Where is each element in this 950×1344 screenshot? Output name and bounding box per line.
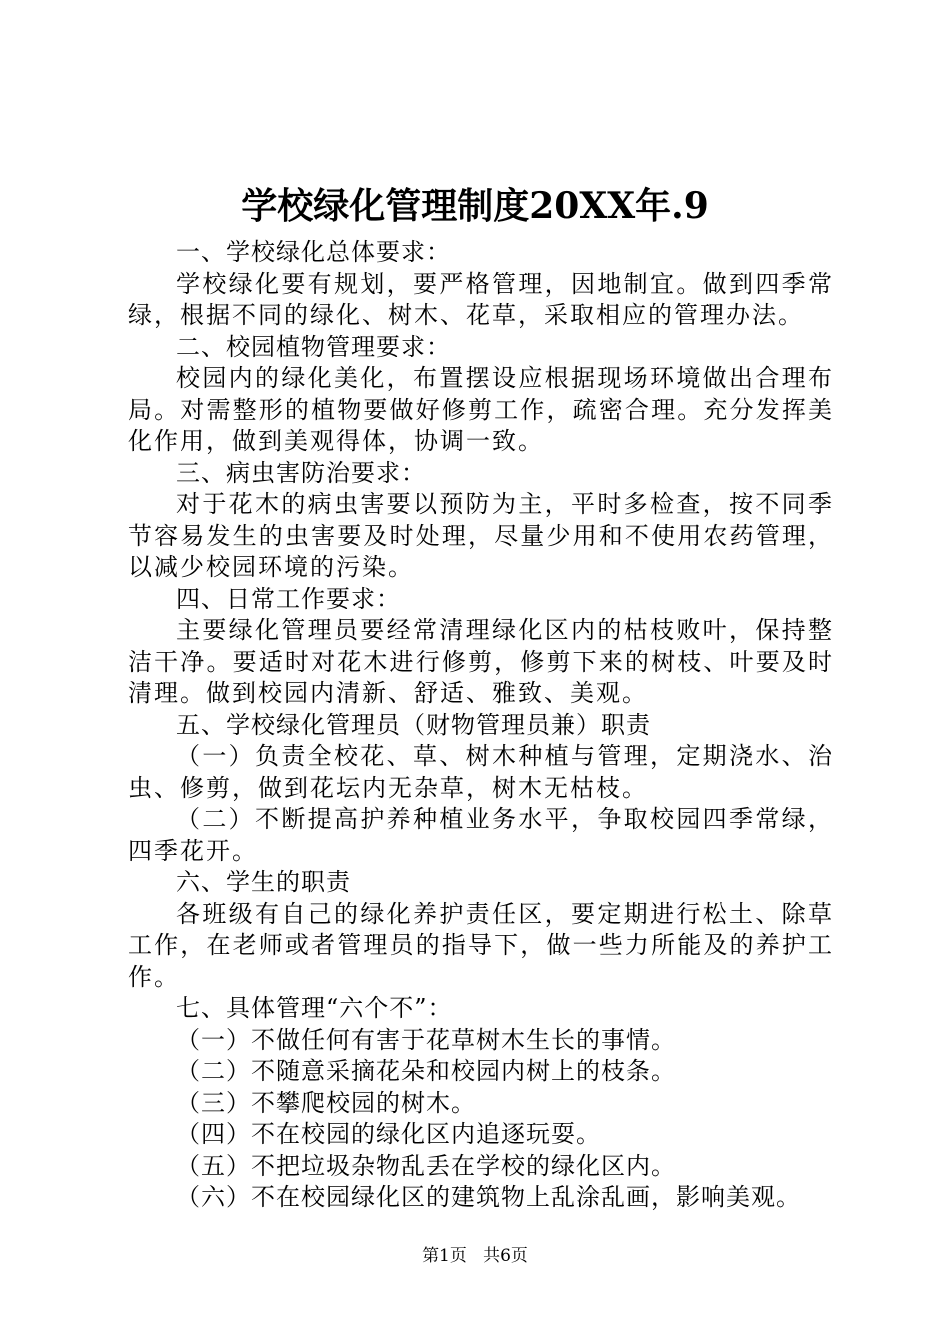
section-heading-1: 一、学校绿化总体要求： [176, 238, 451, 266]
duty-item-1: （一）负责全校花、草、树木种植与管理，定期浇水、治虫、修剪，做到花坛内无杂草，树木无枯枝。 [128, 742, 834, 802]
document-body [128, 237, 834, 1214]
page-spacer [472, 1246, 477, 1266]
section-paragraph-4: 主要绿化管理员要经常清理绿化区内的枯枝败叶，保持整洁干净。要适时对花木进行修剪，修剪下来的树枝、叶要及时清理。做到校园内清新、舒适、雅致、美观。 [128, 616, 834, 707]
section-paragraph-2: 校园内的绿化美化，布置摆设应根据现场环境做出合理布局。对需整形的植物要做好修剪工作，疏密合理。充分发挥美化作用，做到美观得体，协调一致。 [128, 364, 834, 455]
rule-item-4: （四）不在校园的绿化区内追逐玩耍。 [176, 1120, 601, 1148]
section-paragraph-1: 学校绿化要有规划，要严格管理，因地制宜。做到四季常绿，根据不同的绿化、树木、花草，采取相应的管理办法。 [128, 269, 834, 329]
rule-item-6: （六）不在校园绿化区的建筑物上乱涂乱画，影响美观。 [176, 1183, 801, 1211]
section-heading-7: 七、具体管理“六个不”： [176, 994, 453, 1022]
duty-item-2: （二）不断提高护养种植业务水平，争取校园四季常绿，四季花开。 [128, 805, 834, 865]
section-paragraph-6: 各班级有自己的绿化养护责任区，要定期进行松土、除草工作，在老师或者管理员的指导下，做一些力所能及的养护工作。 [128, 899, 834, 991]
section-heading-4: 四、日常工作要求： [176, 584, 401, 613]
section-heading-5: 五、学校绿化管理员（财物管理员兼）职责 [176, 710, 651, 739]
rule-item-3: （三）不攀爬校园的树木。 [176, 1088, 476, 1117]
rule-item-1: （一）不做任何有害于花草树木生长的事情。 [176, 1025, 676, 1054]
section-heading-6: 六、学生的职责 [176, 868, 351, 896]
rule-item-2: （二）不随意采摘花朵和校园内树上的枝条。 [176, 1057, 676, 1085]
page-footer [0, 1244, 950, 1268]
document-title: 学校绿化管理制度20XX年.9 [241, 185, 709, 227]
page-total: 共6页 [483, 1246, 528, 1266]
rule-item-5: （五）不把垃圾杂物乱丢在学校的绿化区内。 [176, 1151, 676, 1180]
section-heading-3: 三、病虫害防治要求： [176, 458, 426, 487]
section-paragraph-3: 对于花木的病虫害要以预防为主，平时多检查，按不同季节容易发生的虫害要及时处理，尽量少用和不使用农药管理，以减少校园环境的污染。 [128, 490, 834, 581]
page-number: 第1页 [422, 1246, 467, 1266]
section-heading-2: 二、校园植物管理要求： [176, 332, 451, 361]
